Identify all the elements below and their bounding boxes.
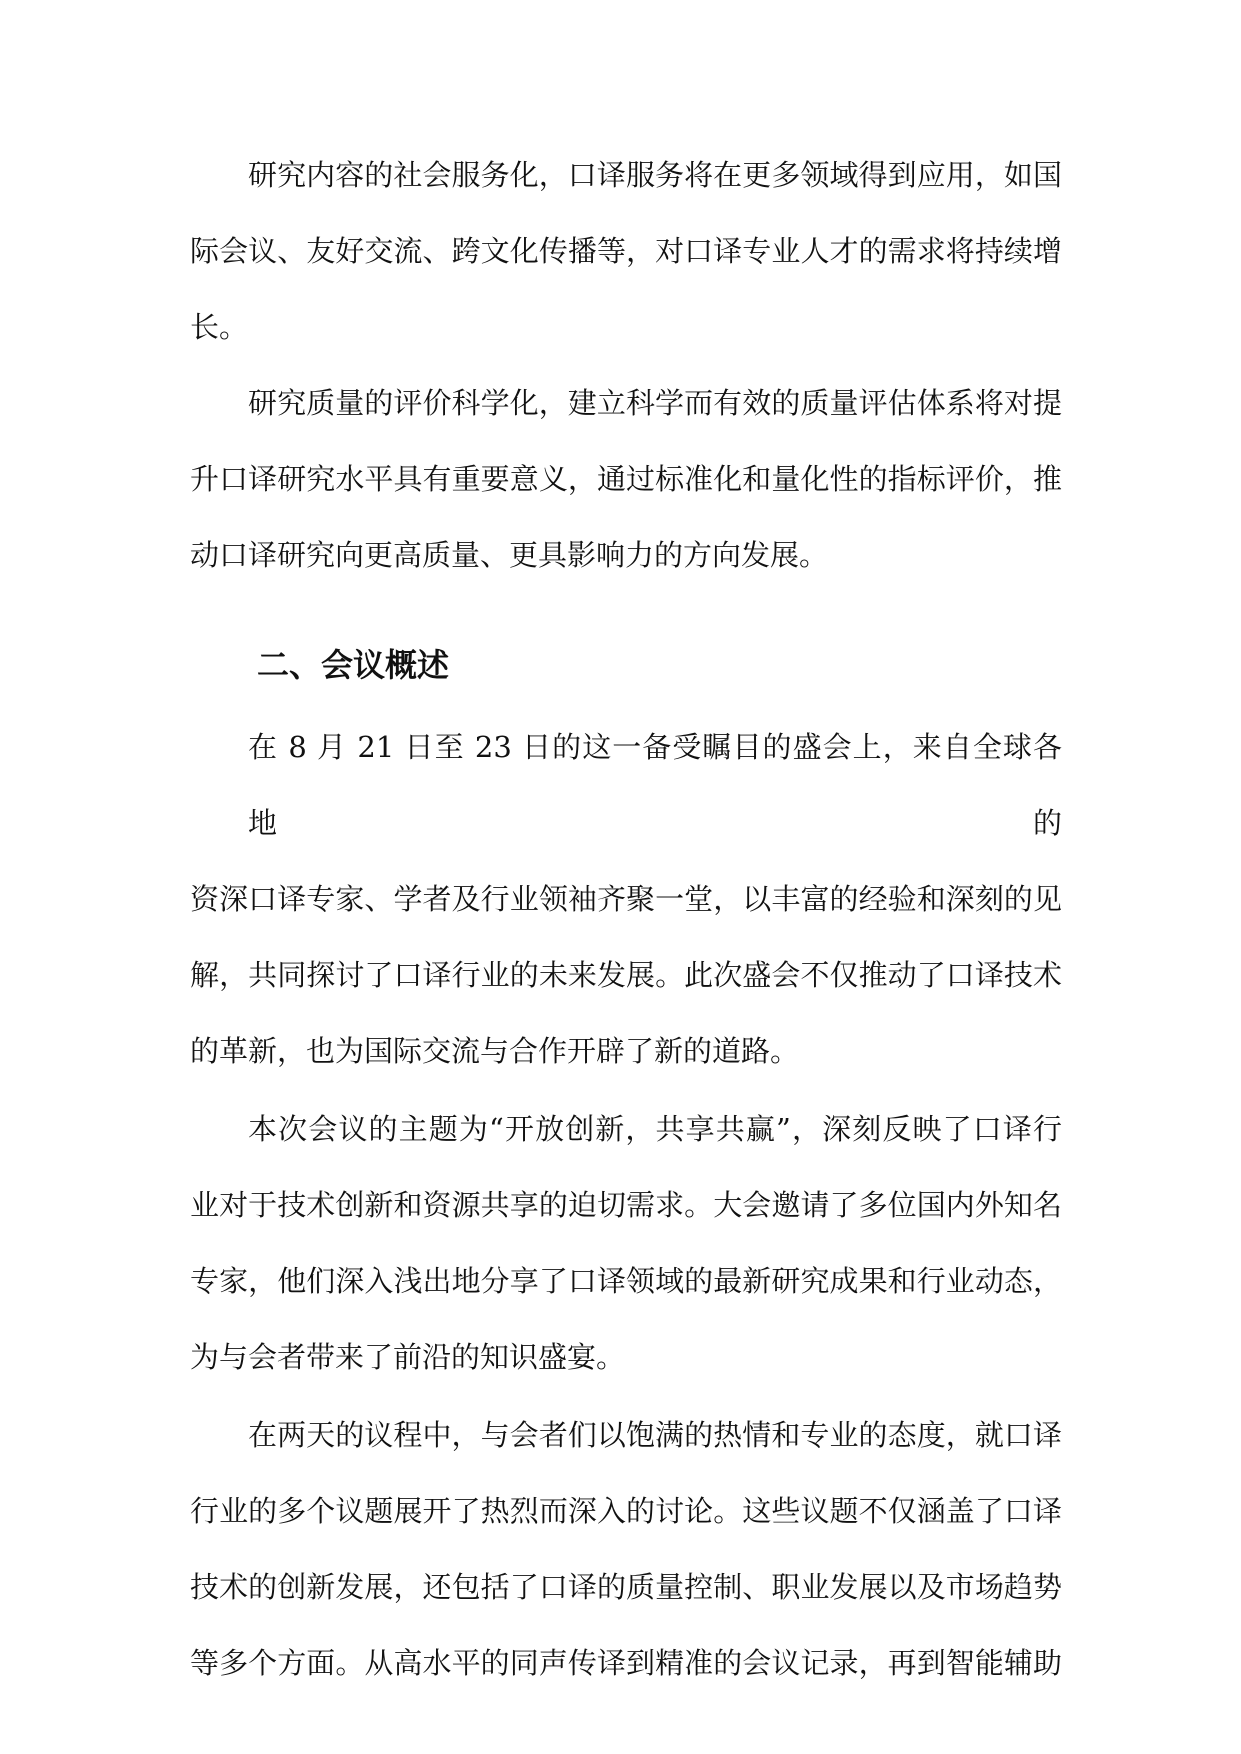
section-heading: 二、会议概述 [257,646,450,684]
document-body [190,137,1062,1701]
text-line: 研究质量的评价科学化，建立科学而有效的质量评估体系将对提 [248,386,1062,420]
text-line: 本次会议的主题为“开放创新，共享共赢”，深刻反映了口译行 [248,1112,1062,1146]
paragraph [190,1397,1062,1701]
text-line: 升口译研究水平具有重要意义，通过标准化和量化性的指标评价，推 [190,462,1062,496]
section-body [190,709,1062,1701]
text-line: 业对于技术创新和资源共享的迫切需求。大会邀请了多位国内外知名 [190,1188,1062,1222]
paragraph [190,137,1062,365]
intro-text [190,137,1062,593]
text-line: 长。 [190,310,249,344]
text-line: 为与会者带来了前沿的知识盛宴。 [190,1340,626,1374]
text-line: 行业的多个议题展开了热烈而深入的讨论。这些议题不仅涵盖了口译 [190,1494,1062,1528]
text-line: 在两天的议程中，与会者们以饱满的热情和专业的态度，就口译 [248,1418,1062,1452]
text-line: 专家，他们深入浅出地分享了口译领域的最新研究成果和行业动态， [190,1264,1062,1298]
paragraph [190,1091,1062,1395]
text-line: 技术的创新发展，还包括了口译的质量控制、职业发展以及市场趋势 [190,1570,1062,1604]
text-line: 研究内容的社会服务化，口译服务将在更多领域得到应用，如国 [248,158,1062,192]
text-line: 动口译研究向更高质量、更具影响力的方向发展。 [190,538,829,572]
text-line: 的革新，也为国际交流与合作开辟了新的道路。 [190,1034,800,1068]
paragraph [190,709,1062,1089]
text-line: 际会议、友好交流、跨文化传播等，对口译专业人才的需求将持续增 [190,234,1062,268]
text-line: 等多个方面。从高水平的同声传译到精准的会议记录，再到智能辅助 [190,1646,1062,1680]
text-line: 资深口译专家、学者及行业领袖齐聚一堂，以丰富的经验和深刻的见 [190,882,1062,916]
paragraph [190,365,1062,593]
text-line: 解，共同探讨了口译行业的未来发展。此次盛会不仅推动了口译技术 [190,958,1062,992]
text-line: 在 8 月 21 日至 23 日的这一备受瞩目的盛会上，来自全球各地的 [248,730,1062,840]
